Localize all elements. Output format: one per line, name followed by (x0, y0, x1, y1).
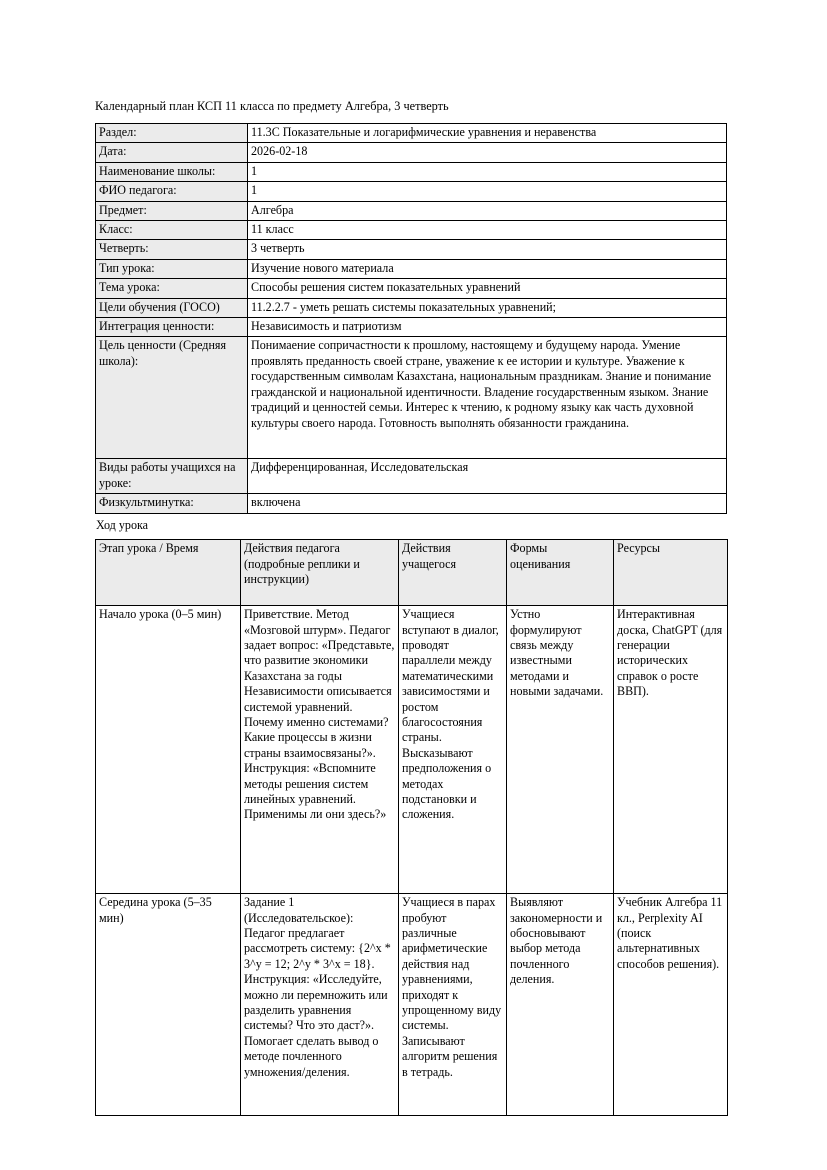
meta-label-learning-objectives: Цели обучения (ГОСО) (96, 298, 248, 317)
table-row (96, 143, 727, 162)
cell-stage-middle: Середина урока (5–35 мин) (96, 894, 241, 1116)
meta-label-lesson-type: Тип урока: (96, 259, 248, 278)
meta-label-work-types: Виды работы учащихся на уроке: (96, 459, 248, 494)
column-header-teacher-actions: Действия педагога (подробные реплики и инструкции) (241, 540, 399, 606)
meta-label-school: Наименование школы: (96, 162, 248, 181)
cell-stage-begin: Начало урока (0–5 мин) (96, 606, 241, 894)
meta-value-subject: Алгебра (248, 201, 727, 220)
page-title: Календарный план КСП 11 класса по предмету Алгебра, 3 четверть (95, 99, 449, 113)
meta-label-value-integration: Интеграция ценности: (96, 318, 248, 337)
table-row (96, 894, 728, 1116)
meta-label-physical-break: Физкультминутка: (96, 494, 248, 513)
meta-label-section: Раздел: (96, 124, 248, 143)
table-row (96, 318, 727, 337)
meta-value-school: 1 (248, 162, 727, 181)
table-row (96, 201, 727, 220)
meta-label-subject: Предмет: (96, 201, 248, 220)
meta-value-work-types: Дифференцированная, Исследовательская (248, 459, 727, 494)
meta-value-physical-break: включена (248, 494, 727, 513)
meta-label-value-goal: Цель ценности (Средняя школа): (96, 337, 248, 459)
column-header-stage: Этап урока / Время (96, 540, 241, 606)
meta-label-date: Дата: (96, 143, 248, 162)
meta-value-lesson-topic: Способы решения систем показательных уравнений (248, 279, 727, 298)
meta-value-lesson-type: Изучение нового материала (248, 259, 727, 278)
lesson-flow-heading: Ход урока (96, 517, 149, 532)
table-row (96, 298, 727, 317)
cell-resources-middle: Учебник Алгебра 11 кл., Perplexity AI (поиск альтернативных способов решения). (614, 894, 728, 1116)
table-row (96, 221, 727, 240)
cell-assessment-middle: Выявляют закономерности и обосновывают выбор метода почленного деления. (507, 894, 614, 1116)
cell-student-begin: Учащиеся вступают в диалог, проводят параллели между математическими зависимостями и ростом благосостояния страны. Высказывают предположения о методах подстановки и сложения. (399, 606, 507, 894)
meta-label-grade: Класс: (96, 221, 248, 240)
table-row (96, 459, 727, 494)
meta-value-grade: 11 класс (248, 221, 727, 240)
lesson-flow-table (95, 539, 728, 1116)
cell-resources-begin: Интерактивная доска, ChatGPT (для генерации исторических справок о росте ВВП). (614, 606, 728, 894)
cell-student-middle: Учащиеся в парах пробуют различные арифметические действия над уравнениями, приходят к упрощенному виду системы. Записывают алгоритм решения в тетрадь. (399, 894, 507, 1116)
column-header-student-actions: Действия учащегося (399, 540, 507, 606)
cell-teacher-middle: Задание 1 (Исследовательское): Педагог предлагает рассмотреть систему: {2^x * 3^y = 12; 2^y * 3^x = 18}. Инструкция: «Исследуйте, можно ли перемножить или разделить уравнения системы? Что это даст?». Помогает сделать вывод о методе почленного умножения/деления. (241, 894, 399, 1116)
meta-value-value-goal: Понимаение сопричастности к прошлому, настоящему и будущему народа. Умение проявлять преданность своей стране, уважение к ее истории и культуре. Уважение к государственным символам Казахстана, национальным праздникам. Знание и понимание гражданской и национальной идентичности. Владение государственным языком. Знание традиций и ценностей семьи. Интерес к чтению, к родному языку как часть духовной культуры своего народа. Готовность выполнять обязанности гражданина. (248, 337, 727, 459)
cell-assessment-begin: Устно формулируют связь между известными методами и новыми задачами. (507, 606, 614, 894)
meta-value-section: 11.3C Показательные и логарифмические уравнения и неравенства (248, 124, 727, 143)
table-row (96, 259, 727, 278)
table-row (96, 182, 727, 201)
table-row (96, 337, 727, 459)
meta-value-value-integration: Независимость и патриотизм (248, 318, 727, 337)
meta-value-quarter: 3 четверть (248, 240, 727, 259)
table-header-row (96, 540, 728, 606)
meta-value-date: 2026-02-18 (248, 143, 727, 162)
table-row (96, 162, 727, 181)
lesson-metadata-table (95, 123, 727, 514)
table-row (96, 279, 727, 298)
table-row (96, 606, 728, 894)
meta-label-lesson-topic: Тема урока: (96, 279, 248, 298)
meta-label-teacher-name: ФИО педагога: (96, 182, 248, 201)
meta-label-quarter: Четверть: (96, 240, 248, 259)
meta-value-learning-objectives: 11.2.2.7 - уметь решать системы показательных уравнений; (248, 298, 727, 317)
table-row (96, 494, 727, 513)
cell-teacher-begin: Приветствие. Метод «Мозговой штурм». Педагог задает вопрос: «Представьте, что развитие экономики Казахстана за годы Независимости описывается системой уравнений. Почему именно системами? Какие процессы в жизни страны взаимосвязаны?». Инструкция: «Вспомните методы решения систем линейных уравнений. Применимы ли они здесь?» (241, 606, 399, 894)
meta-value-teacher-name: 1 (248, 182, 727, 201)
column-header-resources: Ресурсы (614, 540, 728, 606)
column-header-assessment-forms: Формы оценивания (507, 540, 614, 606)
table-row (96, 240, 727, 259)
table-row (96, 124, 727, 143)
